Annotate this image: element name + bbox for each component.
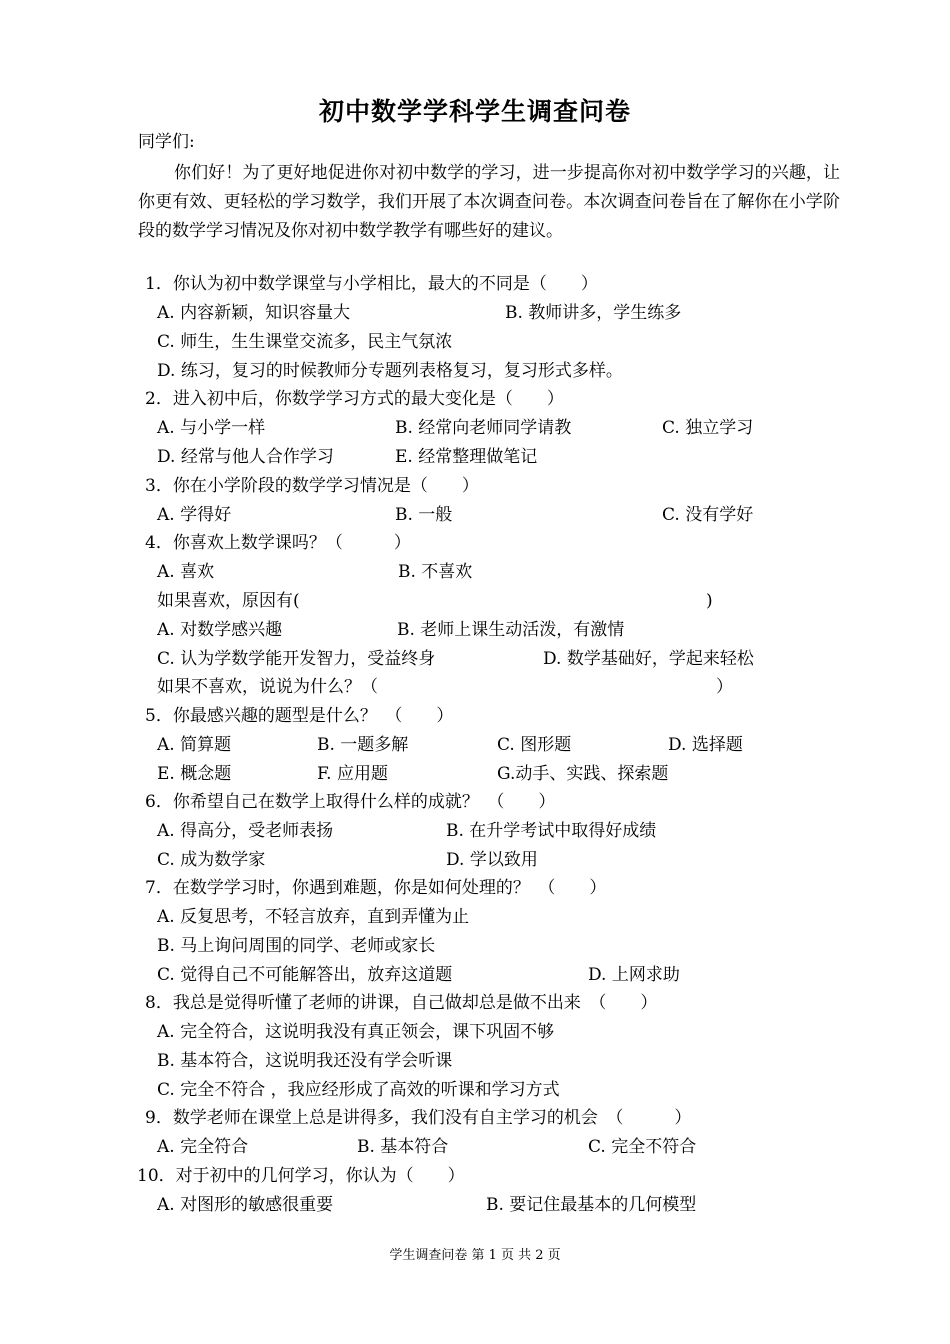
option: C. 认为学数学能开发智力，受益终身: [157, 649, 436, 669]
option: A. 学得好: [157, 505, 232, 525]
fill-in-reason-dislike: 如果不喜欢，说说为什么？（: [157, 677, 378, 697]
option: C. 独立学习: [662, 418, 754, 438]
option: C. 没有学好: [662, 505, 754, 525]
option: A. 对图形的敏感很重要: [157, 1195, 334, 1215]
intro-paragraph: 你们好！为了更好地促进你对初中数学的学习，进一步提高你对初中数学学习的兴趣，让你更有效、更轻松的学习数学，我们开展了本次调查问卷。本次调查问卷旨在了解你在小学阶段的数学学习情况及你对初中数学教学有哪些好的建议。: [138, 163, 840, 241]
question-2: 2．进入初中后，你数学学习方式的最大变化是（ ）: [145, 389, 564, 409]
question-4: 4．你喜欢上数学课吗？（ ）: [145, 533, 411, 553]
option: B. 经常向老师同学请教: [395, 418, 572, 438]
option: B. 一般: [395, 505, 453, 525]
option: B. 教师讲多，学生练多: [505, 303, 682, 323]
option: A. 得高分，受老师表扬: [157, 821, 334, 841]
option: A. 与小学一样: [157, 418, 266, 438]
fill-in-close: ): [706, 591, 713, 611]
option: C. 觉得自己不可能解答出，放弃这道题: [157, 965, 453, 985]
option: B. 不喜欢: [398, 562, 473, 582]
option: A. 完全符合: [157, 1137, 249, 1157]
option: B. 在升学考试中取得好成绩: [446, 821, 657, 841]
option: C. 完全不符合: [588, 1137, 697, 1157]
option: G.动手、实践、探索题: [497, 764, 669, 784]
option: D. 经常与他人合作学习: [157, 447, 334, 467]
option: D. 数学基础好，学起来轻松: [543, 649, 754, 669]
option: C. 成为数学家: [157, 850, 266, 870]
option: C. 师生，生生课堂交流多，民主气氛浓: [157, 332, 453, 352]
option: B. 要记住最基本的几何模型: [486, 1195, 697, 1215]
option: F. 应用题: [317, 764, 388, 784]
option: B. 一题多解: [317, 735, 409, 755]
option: D. 上网求助: [588, 965, 680, 985]
option: D. 练习，复习的时候教师分专题列表格复习，复习形式多样。: [157, 361, 623, 381]
option: A. 喜欢: [157, 562, 215, 582]
option: A. 简算题: [157, 735, 232, 755]
question-9: 9．数学老师在课堂上总是讲得多，我们没有自主学习的机会 （ ）: [145, 1108, 692, 1128]
option: E. 概念题: [157, 764, 232, 784]
page-footer: 学生调查问卷 第 1 页 共 2 页: [389, 1248, 561, 1263]
option: B. 马上询问周围的同学、老师或家长: [157, 936, 436, 956]
option: E. 经常整理做笔记: [395, 447, 538, 467]
question-6: 6．你希望自己在数学上取得什么样的成就？ （ ）: [145, 792, 556, 812]
greeting: 同学们:: [138, 132, 195, 152]
option: C. 完全不符合 ，我应经形成了高效的听课和学习方式: [157, 1080, 560, 1100]
option: B. 基本符合，这说明我还没有学会听课: [157, 1051, 453, 1071]
option: D. 学以致用: [446, 850, 538, 870]
question-3: 3．你在小学阶段的数学学习情况是（ ）: [145, 476, 479, 496]
fill-in-reason-like: 如果喜欢，原因有(: [157, 591, 300, 611]
question-5: 5．你最感兴趣的题型是什么？ （ ）: [145, 706, 454, 726]
option: A. 完全符合，这说明我没有真正领会，课下巩固不够: [157, 1022, 555, 1042]
question-10: 10．对于初中的几何学习，你认为（ ）: [137, 1166, 465, 1186]
question-8: 8．我总是觉得听懂了老师的讲课，自己做却总是做不出来 （ ）: [145, 993, 658, 1013]
option: B. 基本符合: [357, 1137, 449, 1157]
option: C. 图形题: [497, 735, 572, 755]
question-7: 7．在数学学习时，你遇到难题，你是如何处理的？ （ ）: [145, 878, 607, 898]
option: A. 反复思考，不轻言放弃，直到弄懂为止: [157, 907, 470, 927]
question-1: 1．你认为初中数学课堂与小学相比，最大的不同是（ ）: [145, 274, 598, 294]
page-title: 初中数学学科学生调查问卷: [318, 97, 631, 126]
option: D. 选择题: [668, 735, 743, 755]
option: A. 对数学感兴趣: [157, 620, 283, 640]
option: B. 老师上课生动活泼，有激情: [397, 620, 625, 640]
fill-in-close: ）: [716, 677, 733, 697]
option: A. 内容新颖，知识容量大: [157, 303, 351, 323]
